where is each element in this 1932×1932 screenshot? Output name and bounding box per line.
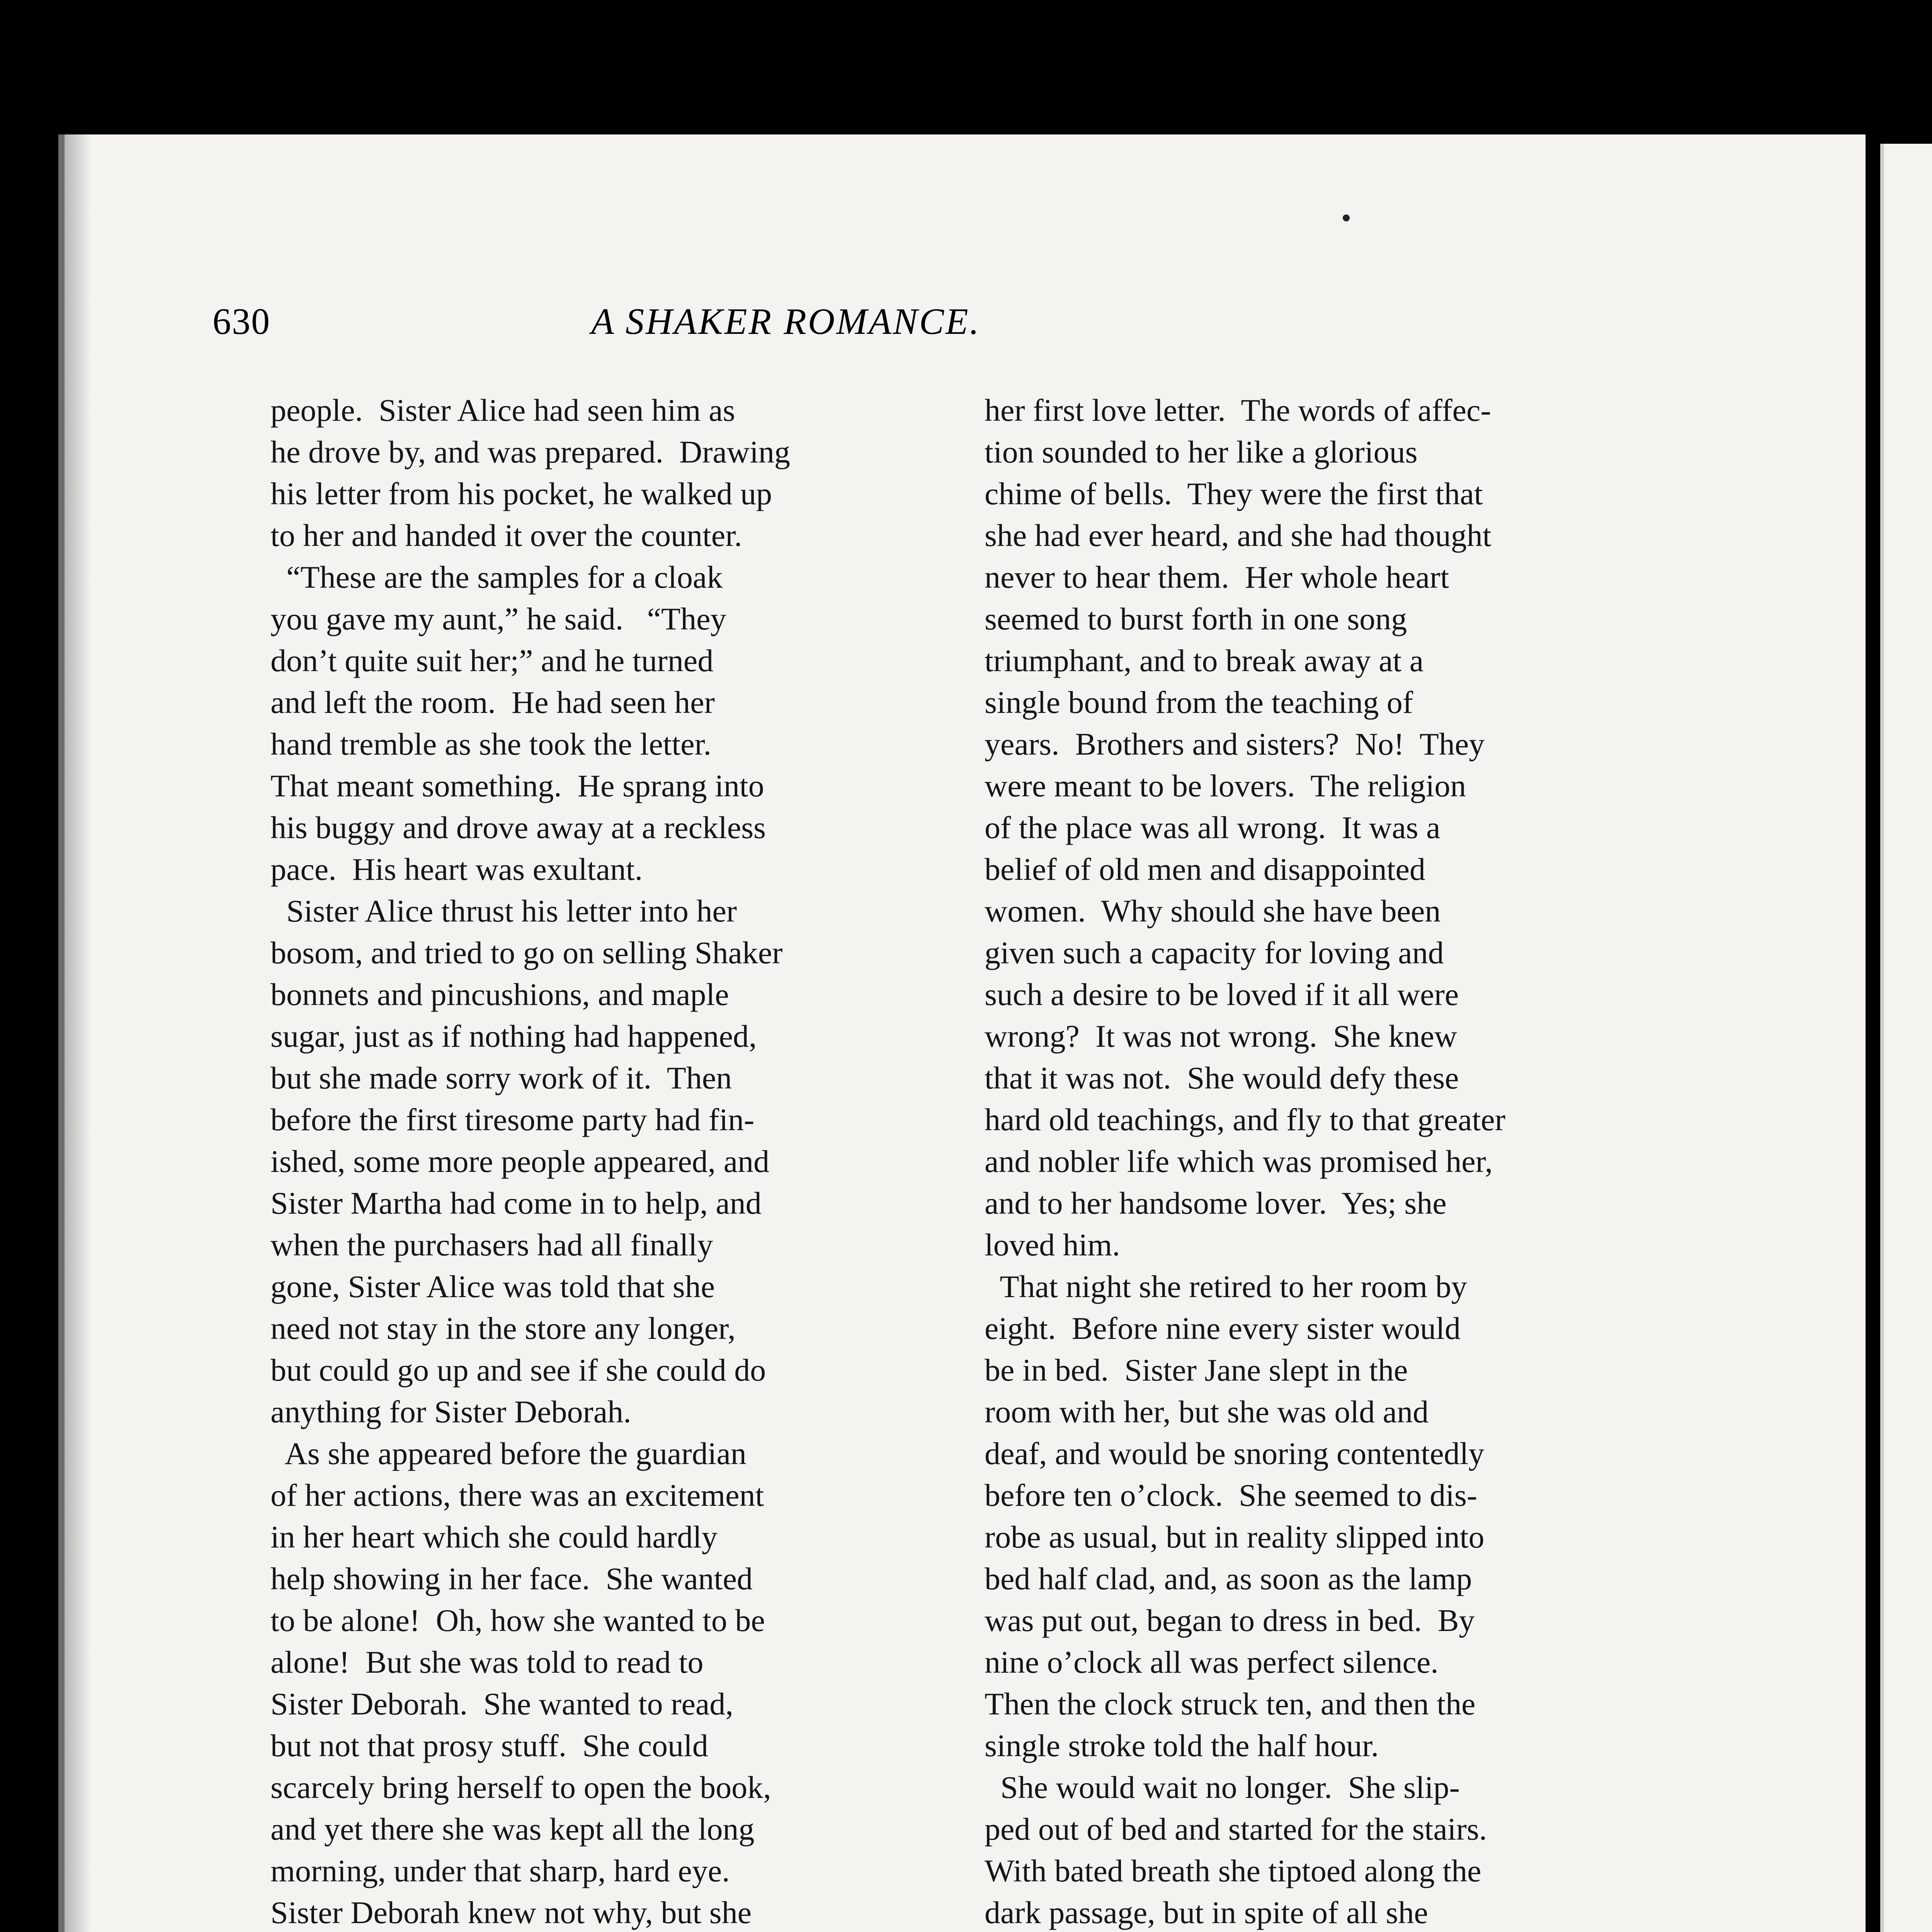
text-line: anything for Sister Deborah. (270, 1394, 631, 1429)
text-line: chime of bells. They were the first that (985, 476, 1483, 511)
text-line: but could go up and see if she could do (270, 1352, 766, 1388)
text-line: loved him. (985, 1227, 1120, 1262)
text-line: morning, under that sharp, hard eye. (270, 1853, 730, 1888)
text-line: given such a capacity for loving and (985, 935, 1444, 970)
text-line: seemed to burst forth in one song (985, 601, 1407, 636)
text-line: when the purchasers had all finally (270, 1227, 713, 1262)
text-line: hard old teachings, and fly to that greater (985, 1102, 1505, 1137)
text-line: don’t quite suit her;” and he turned (270, 643, 714, 678)
text-line: be in bed. Sister Jane slept in the (985, 1352, 1408, 1388)
left-text-column (270, 389, 931, 1932)
text-line: single bound from the teaching of (985, 685, 1413, 720)
text-line: belief of old men and disappointed (985, 852, 1425, 887)
page-number: 630 (213, 301, 270, 342)
text-line: Sister Deborah. She wanted to read, (270, 1686, 733, 1721)
text-line: of the place was all wrong. It was a (985, 810, 1440, 845)
text-line: but not that prosy stuff. She could (270, 1728, 708, 1763)
text-line: and yet there she was kept all the long (270, 1811, 755, 1847)
text-line: Sister Martha had come in to help, and (270, 1185, 762, 1221)
text-line: to her and handed it over the counter. (270, 518, 742, 553)
text-line: nine o’clock all was perfect silence. (985, 1645, 1439, 1680)
text-line: That night she retired to her room by (985, 1269, 1467, 1304)
text-line: wrong? It was not wrong. She knew (985, 1019, 1457, 1054)
text-line: sugar, just as if nothing had happened, (270, 1019, 757, 1054)
text-line: Sister Deborah knew not why, but she (270, 1895, 752, 1930)
print-speck (1343, 214, 1350, 221)
text-line: alone! But she was told to read to (270, 1645, 704, 1680)
text-line: he drove by, and was prepared. Drawing (270, 434, 790, 469)
text-line: need not stay in the store any longer, (270, 1311, 736, 1346)
text-line: to be alone! Oh, how she wanted to be (270, 1603, 765, 1638)
text-line: bosom, and tried to go on selling Shaker (270, 935, 783, 970)
text-line: you gave my aunt,” he said. “They (270, 601, 726, 636)
text-line: such a desire to be loved if it all were (985, 977, 1459, 1012)
page-gutter-shadow (65, 134, 92, 1932)
text-line: bed half clad, and, as soon as the lamp (985, 1561, 1472, 1596)
text-line: room with her, but she was old and (985, 1394, 1429, 1429)
text-line: single stroke told the half hour. (985, 1728, 1379, 1763)
right-text-column (985, 389, 1657, 1932)
facing-page-edge (1880, 144, 1932, 1932)
text-line: that it was not. She would defy these (985, 1060, 1459, 1095)
text-line: his letter from his pocket, he walked up (270, 476, 772, 511)
text-line: bonnets and pincushions, and maple (270, 977, 729, 1012)
text-line: she had ever heard, and she had thought (985, 518, 1492, 553)
text-line: were meant to be lovers. The religion (985, 768, 1466, 803)
text-line: triumphant, and to break away at a (985, 643, 1424, 678)
text-line: That meant something. He sprang into (270, 768, 764, 803)
text-line: hand tremble as she took the letter. (270, 726, 711, 762)
text-line: pace. His heart was exultant. (270, 852, 643, 887)
text-line: years. Brothers and sisters? No! They (985, 726, 1485, 762)
text-line: “These are the samples for a cloak (270, 560, 723, 595)
text-line: dark passage, but in spite of all she (985, 1895, 1428, 1930)
text-line: Sister Alice thrust his letter into her (270, 893, 737, 929)
text-line: and to her handsome lover. Yes; she (985, 1185, 1447, 1221)
text-line: before the first tiresome party had fin- (270, 1102, 755, 1137)
text-line: his buggy and drove away at a reckless (270, 810, 766, 845)
text-line: women. Why should she have been (985, 893, 1441, 929)
text-line: and left the room. He had seen her (270, 685, 715, 720)
text-line: before ten o’clock. She seemed to dis- (985, 1478, 1478, 1513)
text-line: was put out, began to dress in bed. By (985, 1603, 1475, 1638)
text-line: ished, some more people appeared, and (270, 1144, 770, 1179)
text-line: Then the clock struck ten, and then the (985, 1686, 1476, 1721)
page-header (213, 298, 1294, 349)
text-line: never to hear them. Her whole heart (985, 560, 1449, 595)
text-line: tion sounded to her like a glorious (985, 434, 1418, 469)
text-line: eight. Before nine every sister would (985, 1311, 1461, 1346)
text-line: She would wait no longer. She slip- (985, 1770, 1460, 1805)
text-line: and nobler life which was promised her, (985, 1144, 1493, 1179)
text-line: deaf, and would be snoring contentedly (985, 1436, 1485, 1471)
text-line: scarcely bring herself to open the book, (270, 1770, 771, 1805)
text-line: of her actions, there was an excitement (270, 1478, 764, 1513)
running-head: A SHAKER ROMANCE. (591, 301, 981, 342)
text-line: her first love letter. The words of affec- (985, 393, 1491, 428)
text-line: gone, Sister Alice was told that she (270, 1269, 715, 1304)
text-line: help showing in her face. She wanted (270, 1561, 753, 1596)
text-line: ped out of bed and started for the stairs. (985, 1811, 1487, 1847)
text-line: but she made sorry work of it. Then (270, 1060, 732, 1095)
text-line: in her heart which she could hardly (270, 1519, 718, 1554)
text-line: robe as usual, but in reality slipped into (985, 1519, 1485, 1554)
text-line: people. Sister Alice had seen him as (270, 393, 735, 428)
text-line: With bated breath she tiptoed along the (985, 1853, 1481, 1888)
text-line: As she appeared before the guardian (270, 1436, 747, 1471)
